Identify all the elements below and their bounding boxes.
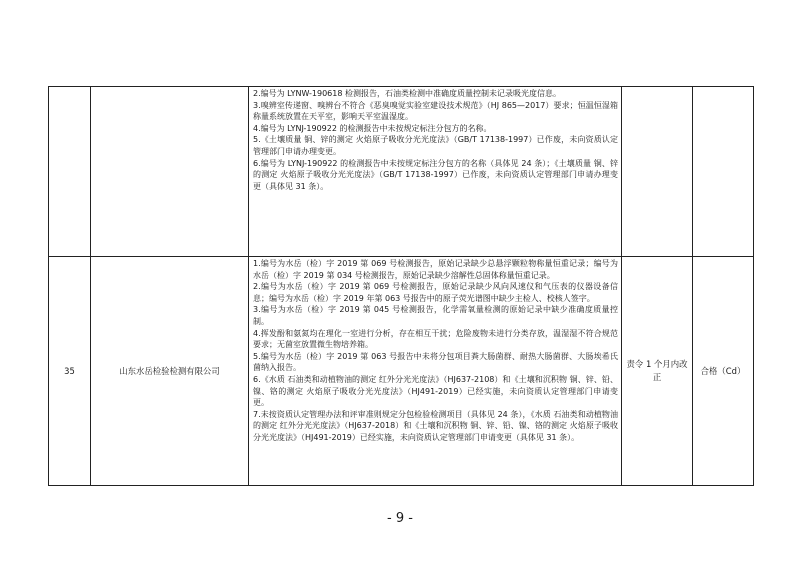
issue-list bbox=[249, 87, 622, 257]
organization-name bbox=[91, 87, 249, 257]
row-number: 35 bbox=[49, 257, 91, 486]
inspection-result bbox=[693, 257, 754, 486]
issue-item: 6.编号为 LYNJ-190922 的检测报告中未按规定标注分包方的名称（具体见 24 条）；《土壤质量 铜、锌的测定 火焰原子吸收分光光度法》（GB/T 17138-1997）已作废，未向资质认定管理部门申请办理变更（具体见 31 条）。 bbox=[253, 158, 618, 191]
table-row bbox=[49, 87, 754, 257]
issue-item: 2.编号为 LYNW-190618 检测报告，石油类检测中准确度质量控制未记录吸光度信息。 bbox=[253, 89, 561, 98]
issue-item: 4.编号为 LYNJ-190922 的检测报告中未按规定标注分包方的名称。 bbox=[253, 123, 492, 133]
issue-item: 4.挥发酚和氨氮均在理化一室进行分析，存在相互干扰；危险废物未进行分类存放，温湿湿不符合规范要求；无菌室放置微生物培养箱。 bbox=[253, 328, 618, 350]
issue-item: 3.嗅辨室传递窗、嗅辨台不符合《恶臭嗅觉实验室建设技术规范》（HJ 865—2017）要求；恒温恒湿箱称量系统放置在天平室，影响天平室温湿度。 bbox=[253, 100, 618, 122]
issue-item: 1.编号为水岳（检）字 2019 第 069 号检测报告，原始记录缺少总悬浮颗粒物称量恒重记录；编号为水岳（检）字 2019 第 034 号检测报告，原始记录缺少溶解性总固体称量恒重记录。 bbox=[253, 259, 618, 280]
row-number bbox=[49, 87, 91, 257]
issue-item: 3.编号为水岳（检）字 2019 第 045 号检测报告，化学需氧量检测的原始记录中缺少准确度质量控制。 bbox=[253, 305, 618, 326]
inspection-result-text: 合格（Cd） bbox=[700, 365, 746, 376]
issue-item: 5.编号为水岳（检）字 2019 第 063 号报告中未将分包项目粪大肠菌群、耐热大肠菌群、大肠埃希氏菌纳入报告。 bbox=[253, 351, 618, 373]
issue-item: 6.《水质 石油类和动植物油的测定 红外分光光度法》（HJ637-2108）和《土壤和沉积物 铜、锌、铅、镍、铬的测定 火焰原子吸收分光光度法》（HJ491-2019）已经实施，未向资质认定管理部门申请变更。 bbox=[253, 374, 618, 408]
issue-list bbox=[249, 257, 622, 486]
corrective-action-line: 责令 1 个月内改 bbox=[626, 359, 688, 369]
issue-item: 7.未按资质认定管理办法和评审准则规定分包检验检测项目（具体见 24 条），《水质 石油类和动植物油的测定 红外分光光度法》（HJ637-2018）和《土壤和沉积物 铜、锌、铅、镍、铬的测定 火焰原子吸收分光光度法》（HJ491-2019）已经实施，未向资质认定管理部门申请变更（具体见 31 条）。 bbox=[253, 409, 618, 442]
organization-name: 山东水岳检验检测有限公司 bbox=[91, 257, 249, 486]
issue-item: 5.《土壤质量 铜、锌的测定 火焰原子吸收分光光度法》（GB/T 17138-1997）已作废，未向资质认定管理部门申请办理变更。 bbox=[253, 135, 618, 156]
table-row bbox=[49, 257, 754, 486]
issue-item: 2.编号为水岳（检）字 2019 第 069 号检测报告，原始记录缺少风向风速仪和气压表的仪器设备信息；编号为水岳（检）字 2019 年第 063 号报告中的原子荧光谱图中缺少主检人、校核人签字。 bbox=[253, 282, 618, 303]
page-number: - 9 - bbox=[387, 511, 413, 526]
corrective-action-line: 正 bbox=[652, 372, 662, 382]
corrective-action bbox=[622, 87, 693, 257]
inspection-table bbox=[48, 86, 754, 486]
corrective-action bbox=[622, 257, 693, 486]
inspection-result bbox=[693, 87, 754, 257]
